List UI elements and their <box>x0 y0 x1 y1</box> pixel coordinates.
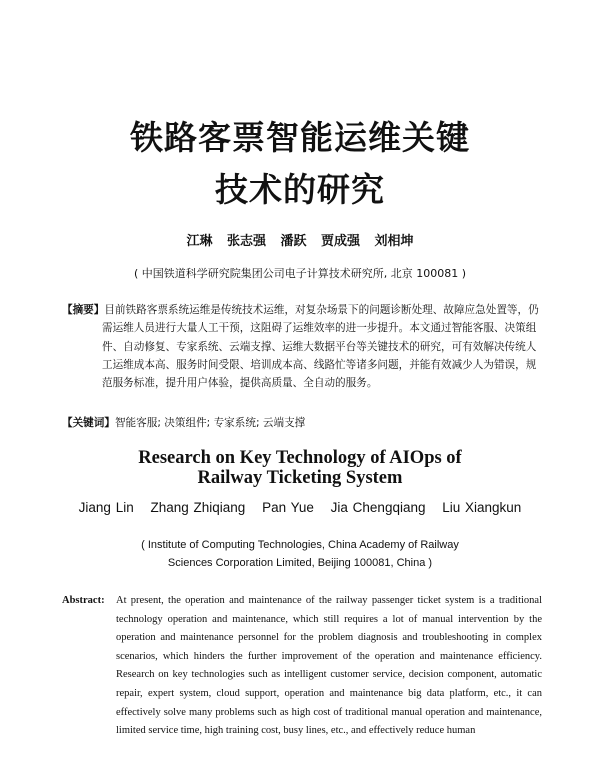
abstract-cn <box>62 301 542 392</box>
author-en: Jiang Lin <box>78 500 134 515</box>
author-en: Liu Xiangkun <box>442 500 522 515</box>
keywords-cn <box>62 415 542 430</box>
keywords-cn-text: 智能客服; 决策组件; 专家系统; 云端支撑 <box>114 417 306 429</box>
abstract-cn-text: 目前铁路客票系统运维是传统技术运维，对复杂场景下的问题诊断处理、故障应急处置等，仍需运维人员进行大量人工干预，这阻碍了运维效率的进一步提升。本文通过智能客服、决策组件、自动修复、专家系统、云端支撑、运维大数据平台等关键技术的研究，可有效解决传统人工运维成本高、服务时间受限、培训成本高、线路忙等诸多问题，并能有效减少人为错误，规范服务标准，提升用户体验，提供高质量、全自动的服务。 <box>102 304 539 390</box>
affiliation-en <box>0 536 600 572</box>
author-en: Zhang Zhiqiang <box>150 500 246 515</box>
affiliation-en-line1: ( Institute of Computing Technologies, China Academy of Railway <box>141 539 459 551</box>
abstract-cn-label: 【摘要】 <box>62 304 105 316</box>
abstract-en-label: Abstract: <box>62 595 105 606</box>
authors-en <box>0 500 600 515</box>
abstract-en <box>62 592 542 741</box>
keywords-cn-label: 【关键词】 <box>62 417 115 429</box>
abstract-en-text: At present, the operation and maintenance of the railway passenger ticket system is a traditional technology operation and maintenance, which still requires a lot of manual intervention by the operation and maintenance personnel for the problem diagnosis and troubleshooting in complex scenarios, which hinders the further improvement of the operation and maintenance efficiency. Research on key technologies such as intelligent customer service, decision component, automatic repair, expert system, cloud support, operation and maintenance big data platform, etc., it can effectively solve many problems such as high cost of traditional manual operation and maintenance, limited service time, high training cost, busy lines, etc., and effectively reduce human <box>116 595 542 737</box>
author-en: Jia Chengqiang <box>330 500 426 515</box>
title-cn-line2: 技术的研究 <box>215 170 385 209</box>
title-cn-line1: 铁路客票智能运维关键 <box>130 118 470 157</box>
author-en: Pan Yue <box>262 500 314 515</box>
affiliation-en-line2: Sciences Corporation Limited, Beijing 100081, China ) <box>167 557 433 569</box>
title-en-line1: Research on Key Technology of AIOps of <box>138 448 462 468</box>
affiliation-cn: ( 中国铁道科学研究院集团公司电子计算技术研究所, 北京 100081 ) <box>133 267 467 280</box>
authors-cn: 江琳 张志强 潘跃 贾成强 刘相坤 <box>186 234 414 249</box>
title-en-line2: Railway Ticketing System <box>197 468 403 488</box>
